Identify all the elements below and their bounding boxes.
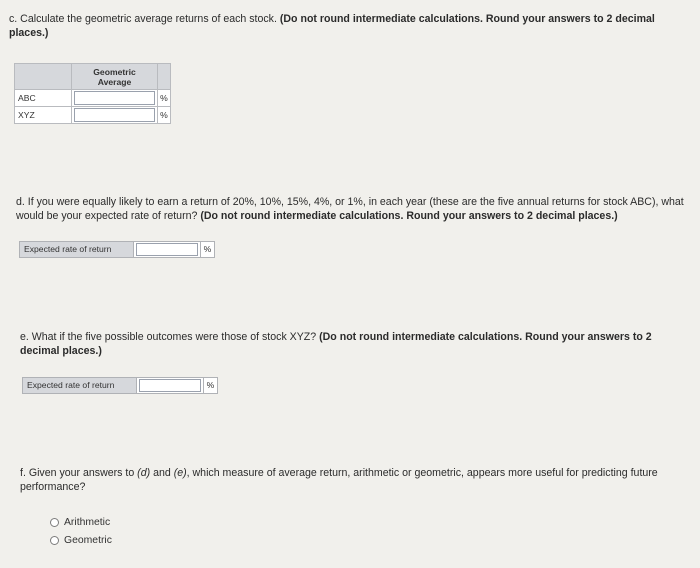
header-line-2: Average — [97, 76, 132, 87]
geometric-average-header — [72, 64, 158, 90]
expected-return-d-input[interactable] — [136, 243, 198, 256]
radio-circle-icon[interactable] — [50, 518, 59, 527]
unit-header-cell — [158, 64, 171, 90]
option-arithmetic[interactable] — [50, 517, 110, 528]
row-label-abc: ABC — [15, 90, 72, 107]
percent-unit: % — [201, 241, 215, 258]
question-e-instructions: (Do not round intermediate calculations. Round your answers to 2 decimal places.) — [20, 331, 652, 357]
expected-return-e-label: Expected rate of return — [22, 377, 137, 394]
row-label-xyz: XYZ — [15, 107, 72, 124]
radio-circle-icon[interactable] — [50, 536, 59, 545]
table-row — [15, 107, 171, 124]
question-f-text-3: , which measure of average return, arithmetic or geometric, appears more useful for predicting future performance? — [20, 467, 658, 493]
table-row — [15, 90, 171, 107]
percent-unit: % — [204, 377, 218, 394]
question-d-text: d. If you were equally likely to earn a return of 20%, 10%, 15%, 4%, or 1%, in each year (these are the five annual returns for stock ABC), what would be your expected rate of return? — [16, 196, 684, 222]
xyz-geometric-average-input[interactable] — [74, 108, 155, 122]
question-f — [20, 466, 680, 494]
question-e — [20, 330, 680, 358]
option-geometric-label: Geometric — [64, 535, 112, 546]
geometric-average-table — [14, 63, 171, 124]
expected-return-e-input[interactable] — [139, 379, 201, 392]
question-f-text-1: f. Given your answers to — [20, 467, 138, 479]
question-c-instructions: (Do not round intermediate calculations. Round your answers to 2 decimal places.) — [9, 13, 655, 39]
question-d-instructions: (Do not round intermediate calculations. Round your answers to 2 decimal places.) — [200, 210, 618, 222]
expected-return-d-label: Expected rate of return — [19, 241, 134, 258]
question-c-text: c. Calculate the geometric average returns of each stock. — [9, 13, 280, 25]
question-c — [9, 12, 689, 40]
question-f-ref-d: (d) — [137, 467, 151, 479]
option-geometric[interactable] — [50, 535, 112, 546]
abc-geometric-average-input[interactable] — [74, 91, 155, 105]
percent-unit: % — [158, 107, 171, 124]
question-f-text-2: and — [150, 467, 174, 479]
question-e-text: e. What if the five possible outcomes were those of stock XYZ? — [20, 331, 320, 343]
expected-return-e-row — [22, 377, 218, 394]
question-f-ref-e: (e) — [173, 467, 187, 479]
percent-unit: % — [158, 90, 171, 107]
question-d — [16, 195, 686, 223]
expected-return-d-row — [19, 241, 215, 258]
table-corner-cell — [15, 64, 72, 90]
option-arithmetic-label: Arithmetic — [64, 517, 111, 528]
header-line-1: Geometric — [93, 66, 136, 77]
